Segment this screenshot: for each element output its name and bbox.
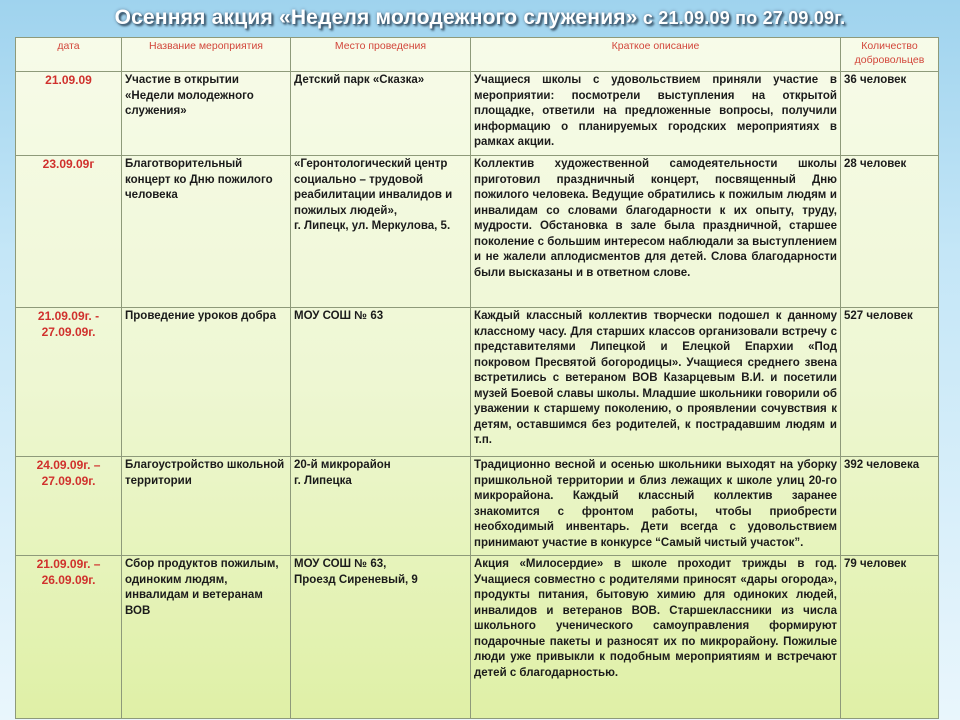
cell-description: Каждый классный коллектив творчески подошел к данному классному часу. Для старших классов организовали встречу с представителями Липецкой и Елецкой Епархии «Под покровом Пресвятой богородицы». Учащиеся среднего звена встретились с ветераном ВОВ Казарцевым В.И. и посетили музей Боевой славы школы. Младшие школьники говорили об уважении к старшему поколению, о проявлении сочувствия к детям, оставшимся без родителей, к пострадавшим людям и т.п. [471,308,841,457]
table-row [16,457,939,556]
table-row [16,156,939,308]
header-date: дата [16,38,122,72]
header-name: Название мероприятия [122,38,291,72]
header-count: Количество добровольцев [841,38,939,72]
title-main: Осенняя акция «Неделя молодежного служения» [114,6,638,29]
cell-date: 24.09.09г. – 27.09.09г. [16,457,122,556]
cell-description: Учащиеся школы с удовольствием приняли участие в мероприятии: посмотрели выступления на открытой площадке, ответили на предложенные вопросы, получили информацию о планируемых городских мероприятиях в рамках акции. [471,72,841,156]
cell-description: Акция «Милосердие» в школе проходит трижды в год. Учащиеся совместно с родителями приносят «дары огорода», продукты питания, бытовую химию для одиноких людей, инвалидов и ветеранов ВОВ. Старшеклассники из числа школьного ученического самоуправления формируют подарочные пакеты и разносят их по микрорайону. Пожилые люди уже привыкли к подобным мероприятиям и встречают детей с благодарностью. [471,556,841,719]
table-header-row [16,38,939,72]
slide-title [0,6,960,36]
cell-date: 21.09.09г. - 27.09.09г. [16,308,122,457]
cell-description: Традиционно весной и осенью школьники выходят на уборку пришкольной территории и близ лежащих к школе улиц 20-го микрорайона. Каждый классный коллектив заранее знакомится с фронтом работы, чтобы приобрести необходимый инвентарь. Дети всегда с удовольствием принимают участие в конкурсе “Самый чистый участок”. [471,457,841,556]
cell-date: 21.09.09г. – 26.09.09г. [16,556,122,719]
header-place: Место проведения [291,38,471,72]
cell-name: Благотворительный концерт ко Дню пожилого человека [122,156,291,308]
table-row [16,556,939,719]
cell-count: 79 человек [841,556,939,719]
cell-date: 21.09.09 [16,72,122,156]
cell-date: 23.09.09г [16,156,122,308]
header-description: Краткое описание [471,38,841,72]
cell-count: 527 человек [841,308,939,457]
title-dates: с 21.09.09 по 27.09.09г. [637,8,846,28]
cell-name: Участие в открытии «Недели молодежного служения» [122,72,291,156]
cell-place: Детский парк «Сказка» [291,72,471,156]
cell-name: Сбор продуктов пожилым, одиноким людям, инвалидам и ветеранам ВОВ [122,556,291,719]
cell-place: 20-й микрорайон г. Липецка [291,457,471,556]
table-row [16,308,939,457]
cell-count: 392 человека [841,457,939,556]
table-row [16,72,939,156]
cell-name: Проведение уроков добра [122,308,291,457]
events-table [15,37,939,719]
cell-place: МОУ СОШ № 63 [291,308,471,457]
cell-place: «Геронтологический центр социально – трудовой реабилитации инвалидов и пожилых людей», г. Липецк, ул. Меркулова, 5. [291,156,471,308]
cell-description: Коллектив художественной самодеятельности школы приготовил праздничный концерт, посвященный Дню пожилого человека. Ведущие обратились к пожилым людям и инвалидам со словами благодарности к их опыту, труду, мудрости. Обстановка в зале была праздничной, старшее поколение с большим интересом наблюдали за выступлением и не жалели аплодисментов для детей. Слова благодарности были высказаны и в ответном слове. [471,156,841,308]
cell-name: Благоустройство школьной территории [122,457,291,556]
cell-place: МОУ СОШ № 63, Проезд Сиреневый, 9 [291,556,471,719]
cell-count: 28 человек [841,156,939,308]
cell-count: 36 человек [841,72,939,156]
